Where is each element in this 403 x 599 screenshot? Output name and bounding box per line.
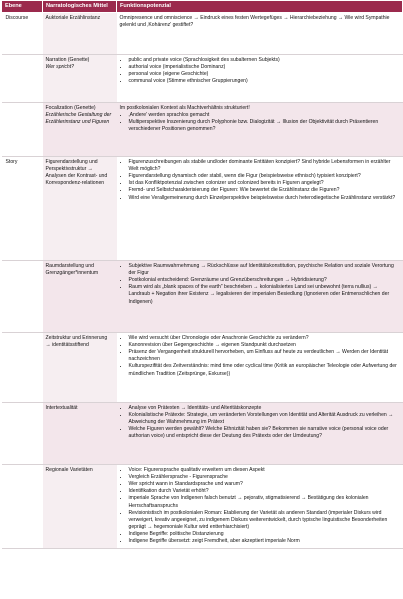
mittel-label: Focalization (Genette) bbox=[45, 105, 96, 112]
list-item: • Voice: Figurensprache qualitativ erweitern um diesen Aspekt bbox=[129, 467, 400, 474]
ebene-cell bbox=[2, 465, 43, 548]
header-ebene: Ebene bbox=[2, 1, 43, 13]
mittel-cell: Regionale Varietäten bbox=[43, 465, 117, 548]
bullet-list bbox=[120, 112, 400, 133]
funktionspotenzial-cell bbox=[117, 403, 403, 465]
funktionspotenzial-cell bbox=[117, 13, 403, 55]
list-item: • Identifikation durch Varietät erhöht? bbox=[129, 488, 400, 495]
list-item: • Postkolonial entscheidend: Grenzräume und Grenzüberschreitungen → Hybridisierung? bbox=[129, 277, 400, 284]
ebene-cell: Discourse bbox=[2, 13, 43, 55]
list-item: • Wird eine Verallgemeinerung durch Einzelperspektive beispielsweise durch heterodiegetische Erzählinstanz verstärkt? bbox=[129, 195, 400, 202]
list-item: • Fremd- und Selbstcharakterisierung der Figuren: Wie bewertet die Erzählinstanz die Figuren? bbox=[129, 187, 400, 194]
list-item: • Vergleich Erzählersprache - Figurensprache bbox=[129, 474, 400, 481]
bullet-list bbox=[120, 335, 400, 377]
mittel-cell: Figurendarstellung und Perspektivstruktur → Analysen der Kontrast- und Korrespondenz-relationen bbox=[43, 157, 117, 261]
list-item: • Revisionistisch im postkolonialen Roman: Etablierung der Varietät als anderen Standard (imperialer Diskurs wird verweigert, kreativ angeeignet, zu indigenem Diskurs weiterentwickelt, durch typische linguistische Besonderheiten geprägt → hegemoniale Kultur wird entterhiarchisiert) bbox=[129, 510, 400, 531]
mittel-cell bbox=[43, 55, 117, 103]
table-row bbox=[2, 103, 403, 157]
list-item: • Wer spricht wann in Standardsprache und warum? bbox=[129, 481, 400, 488]
header-mittel: Narratologisches Mittel bbox=[43, 1, 117, 13]
list-item: • imperiale Sprache von Indigenen falsch benutzt → pejorativ, stigmatisierend → Bestätigung des kolonialen Herrschaftsanspruchs bbox=[129, 495, 400, 509]
list-item: • Präsenz der Vergangenheit strukturell hervorheben, um Einfluss auf heute zu verdeutlichen → Werden der Identität nachzeichnen bbox=[129, 349, 400, 363]
list-item: • Kanonrevision über Gegengeschichte → eigenen Standpunkt durchsetzen bbox=[129, 342, 400, 349]
ebene-cell bbox=[2, 103, 43, 157]
funktionspotenzial-cell bbox=[117, 261, 403, 333]
funktionspotenzial-cell bbox=[117, 333, 403, 403]
mittel-cell: Intertextualität bbox=[43, 403, 117, 465]
bullet-list bbox=[120, 263, 400, 305]
cell-lead: Im postkolonialen Kontext als Machtverhältnis strukturiert! bbox=[119, 105, 250, 112]
list-item: • Raum wird als „blank spaces of the earth" beschrieben → kolonialisiertes Land sei unbewohnt (terra nullius) → Landraub + Negation ihrer Existenz → legalisieren der imperialen Besiedlung (Ignorieren oder Entmenschlichen der Indigenen) bbox=[129, 284, 400, 305]
table-header-row bbox=[2, 1, 403, 13]
table-row bbox=[2, 261, 403, 333]
list-item: • authorial voice (imperialistische Dominanz) bbox=[129, 64, 400, 71]
mittel-cell: Zeitstruktur und Erinnerung → identitätsstiftend bbox=[43, 333, 117, 403]
mittel-cell: Raumdarstellung und Grenzgänger*innentum bbox=[43, 261, 117, 333]
ebene-cell bbox=[2, 261, 43, 333]
list-item: • Figurendarstellung dynamisch oder stabil, wenn die Figur (beispielsweise ethnisch) typisiert konzipiert? bbox=[129, 173, 400, 180]
list-item: • Welche Figuren werden gewählt? Welche Ethnizität haben sie? Bekommen sie narrative voice (personal voice oder authorian voice) und entspricht diese der Deutung des Prätexts oder der Umdeutung? bbox=[129, 426, 400, 440]
mittel-subtitle: Erzählerische Gestaltung der Erzählerinstanz und Figuren bbox=[45, 112, 112, 126]
bullet-list bbox=[120, 57, 400, 85]
list-item: • Wie wird versucht über Chronologie oder Anachronie Geschichte zu verändern? bbox=[129, 335, 400, 342]
list-item: • Kulturspezifität des Zeitverständnis: mind time oder cyclical time (Kritik an europäischer Teleologie oder Aufwertung der mündlichen Tradition (Zeitsprünge, Exkurse)) bbox=[129, 363, 400, 377]
header-funktionspotenzial: Funktionspotenzial bbox=[117, 1, 403, 13]
bullet-list bbox=[120, 467, 400, 544]
funktionspotenzial-cell bbox=[117, 157, 403, 261]
mittel-label: Narration (Genette) bbox=[45, 57, 90, 64]
ebene-cell bbox=[2, 403, 43, 465]
table-row bbox=[2, 157, 403, 261]
cell-text: Omnipresence und omniscience → Eindruck eines festen Wertegefüges → Hierarchiebeziehung → Wie wird Sympathie gelenkt und ‚Kohärenz' gestiftet? bbox=[119, 15, 390, 29]
list-item: • Figurenzuschreibungen als stabile und/oder dominante Entitäten konzipiert? Sind hybride Lebensformen in erzählter Welt möglich? bbox=[129, 159, 400, 173]
ebene-cell: Story bbox=[2, 157, 43, 261]
table-row bbox=[2, 465, 403, 548]
ebene-cell bbox=[2, 333, 43, 403]
list-item: • Analyse von Prätexten → Identitäts- und Alteritätskonzepte bbox=[129, 405, 400, 412]
table-row bbox=[2, 333, 403, 403]
list-item: • Multiperspektive Inszenierung durch Polyphonie bzw. Dialogizität → Illusion der Objektivität durch Präsentieren verschiedener Positionen genommen? bbox=[129, 119, 400, 133]
table-row bbox=[2, 55, 403, 103]
ebene-cell bbox=[2, 55, 43, 103]
list-item: • Indigene Begriffe: politische Distanzierung bbox=[129, 531, 400, 538]
table-row bbox=[2, 403, 403, 465]
list-item: • ‚Andere' werden sprachlos gemacht bbox=[129, 112, 400, 119]
bullet-list bbox=[120, 405, 400, 440]
list-item: • personal voice (eigene Geschichte) bbox=[129, 71, 400, 78]
funktionspotenzial-cell bbox=[117, 103, 403, 157]
mittel-cell bbox=[43, 103, 117, 157]
list-item: • Kolonialistische Prätexte: Strategie, um veränderten Vorstellungen von Identität und Alterität Ausdruck zu verleihen → Abweichung der Wahrnehmung im Prätext bbox=[129, 412, 400, 426]
mittel-subtitle: Wer spricht? bbox=[45, 64, 74, 71]
list-item: • Subjektive Raumwahrnehmung → Rückschlüsse auf Identitätskonstitution, psychische Relation und soziale Verortung der Figur bbox=[129, 263, 400, 277]
list-item: • public and private voice (Sprachlosigkeit des subalternen Subjekts) bbox=[129, 57, 400, 64]
list-item: • communal voice (Stimme ethnischer Gruppierungen) bbox=[129, 78, 400, 85]
analysis-table bbox=[1, 0, 403, 549]
list-item: • Ist das Konfliktpotenzial zwischen colonizer und colonized bereits in Figuren angelegt? bbox=[129, 180, 400, 187]
table-row bbox=[2, 13, 403, 55]
mittel-cell: Auktoriale Erzählinstanz bbox=[43, 13, 117, 55]
funktionspotenzial-cell bbox=[117, 465, 403, 548]
bullet-list bbox=[120, 159, 400, 201]
funktionspotenzial-cell bbox=[117, 55, 403, 103]
list-item: • Indigene Begriffe übersetzt: zeigt Fremdheit, aber akzeptiert imperiale Norm bbox=[129, 538, 400, 545]
